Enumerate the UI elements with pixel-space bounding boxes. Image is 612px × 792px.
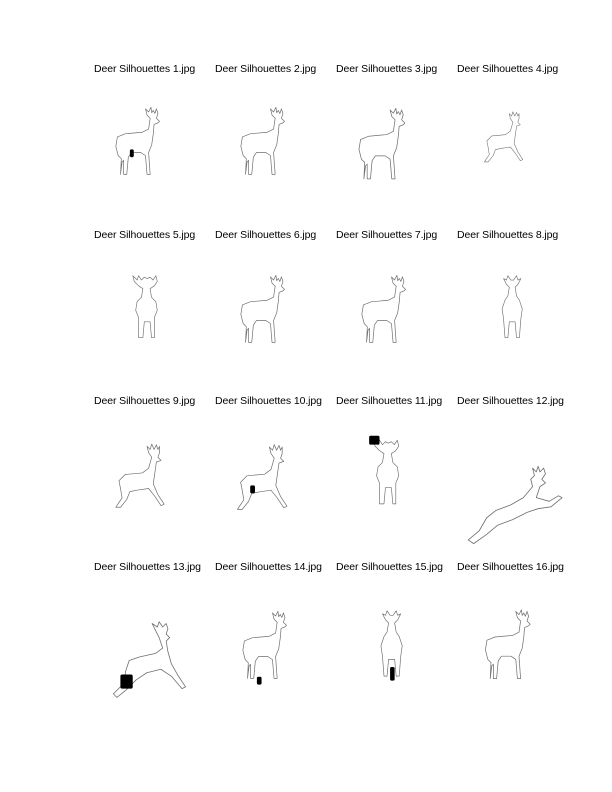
- deer-outline: [243, 611, 287, 678]
- filled-region: [250, 485, 255, 493]
- deer-outline: [362, 275, 406, 342]
- image-preview[interactable]: [94, 579, 215, 727]
- filled-region: [120, 675, 132, 689]
- image-preview[interactable]: [457, 81, 578, 229]
- image-filename-label: Deer Silhouettes 14.jpg: [215, 561, 322, 573]
- deer-outline: [133, 276, 157, 338]
- image-filename-label: Deer Silhouettes 7.jpg: [336, 229, 438, 241]
- image-thumbnail-10[interactable]: [215, 395, 336, 561]
- deer-standing-icon: [215, 579, 336, 727]
- filled-region: [257, 677, 262, 685]
- filled-region: [390, 667, 395, 681]
- deer-rear-icon: [336, 579, 457, 727]
- deer-standing-icon: [336, 247, 457, 395]
- image-preview[interactable]: [94, 247, 215, 395]
- image-filename-label: Deer Silhouettes 5.jpg: [94, 229, 196, 241]
- deer-outline: [374, 440, 399, 504]
- image-thumbnail-14[interactable]: [215, 561, 336, 727]
- image-preview[interactable]: [336, 413, 457, 561]
- image-thumbnail-16[interactable]: [457, 561, 578, 727]
- deer-standing-icon: [336, 81, 457, 229]
- deer-standing-icon: [457, 579, 578, 727]
- deer-running-icon: [94, 579, 215, 727]
- filled-region: [130, 149, 134, 157]
- deer-outline: [485, 610, 530, 679]
- image-filename-label: Deer Silhouettes 10.jpg: [215, 395, 322, 407]
- image-filename-label: Deer Silhouettes 16.jpg: [457, 561, 564, 573]
- deer-leaping-icon: [457, 413, 578, 561]
- image-filename-label: Deer Silhouettes 15.jpg: [336, 561, 443, 573]
- image-preview[interactable]: [336, 247, 457, 395]
- deer-walking-icon: [94, 413, 215, 561]
- deer-outline: [116, 444, 164, 507]
- image-filename-label: Deer Silhouettes 9.jpg: [94, 395, 196, 407]
- deer-rear-icon: [457, 247, 578, 395]
- deer-front-icon: [336, 413, 457, 561]
- image-preview[interactable]: [215, 247, 336, 395]
- image-thumbnail-11[interactable]: [336, 395, 457, 561]
- deer-outline: [241, 275, 285, 342]
- image-filename-label: Deer Silhouettes 6.jpg: [215, 229, 317, 241]
- deer-outline: [359, 108, 405, 179]
- image-filename-label: Deer Silhouettes 13.jpg: [94, 561, 201, 573]
- image-filename-label: Deer Silhouettes 11.jpg: [336, 395, 443, 407]
- image-thumbnail-2[interactable]: [215, 63, 336, 229]
- image-filename-label: Deer Silhouettes 12.jpg: [457, 395, 564, 407]
- image-preview[interactable]: [336, 81, 457, 229]
- image-preview[interactable]: [457, 579, 578, 727]
- image-thumbnail-8[interactable]: [457, 229, 578, 395]
- image-preview[interactable]: [336, 579, 457, 727]
- image-filename-label: Deer Silhouettes 4.jpg: [457, 63, 559, 75]
- image-preview[interactable]: [457, 247, 578, 395]
- deer-standing-icon: [94, 81, 215, 229]
- image-thumbnail-3[interactable]: [336, 63, 457, 229]
- image-preview[interactable]: [215, 413, 336, 561]
- image-filename-label: Deer Silhouettes 2.jpg: [215, 63, 317, 75]
- deer-front-icon: [94, 247, 215, 395]
- deer-standing-icon: [215, 247, 336, 395]
- image-preview[interactable]: [94, 413, 215, 561]
- image-filename-label: Deer Silhouettes 1.jpg: [94, 63, 196, 75]
- deer-outline: [116, 107, 160, 174]
- filled-region: [369, 436, 379, 445]
- image-thumbnail-5[interactable]: [94, 229, 215, 395]
- deer-walking-icon: [457, 81, 578, 229]
- deer-outline: [484, 112, 522, 162]
- image-preview[interactable]: [457, 413, 578, 561]
- deer-standing-icon: [215, 81, 336, 229]
- image-thumbnail-7[interactable]: [336, 229, 457, 395]
- image-thumbnail-15[interactable]: [336, 561, 457, 727]
- deer-outline: [241, 107, 285, 174]
- image-preview[interactable]: [215, 81, 336, 229]
- deer-outline: [237, 445, 287, 510]
- image-filename-label: Deer Silhouettes 3.jpg: [336, 63, 438, 75]
- image-preview[interactable]: [94, 81, 215, 229]
- image-thumbnail-9[interactable]: [94, 395, 215, 561]
- image-thumbnail-4[interactable]: [457, 63, 578, 229]
- image-thumbnail-13[interactable]: [94, 561, 215, 727]
- deer-outline: [502, 276, 522, 338]
- image-thumbnail-6[interactable]: [215, 229, 336, 395]
- deer-outline: [468, 466, 562, 543]
- deer-standing-icon: [215, 413, 336, 561]
- deer-outline: [381, 611, 402, 676]
- image-thumbnail-12[interactable]: [457, 395, 578, 561]
- image-filename-label: Deer Silhouettes 8.jpg: [457, 229, 559, 241]
- image-preview[interactable]: [215, 579, 336, 727]
- image-thumbnail-1[interactable]: [94, 63, 215, 229]
